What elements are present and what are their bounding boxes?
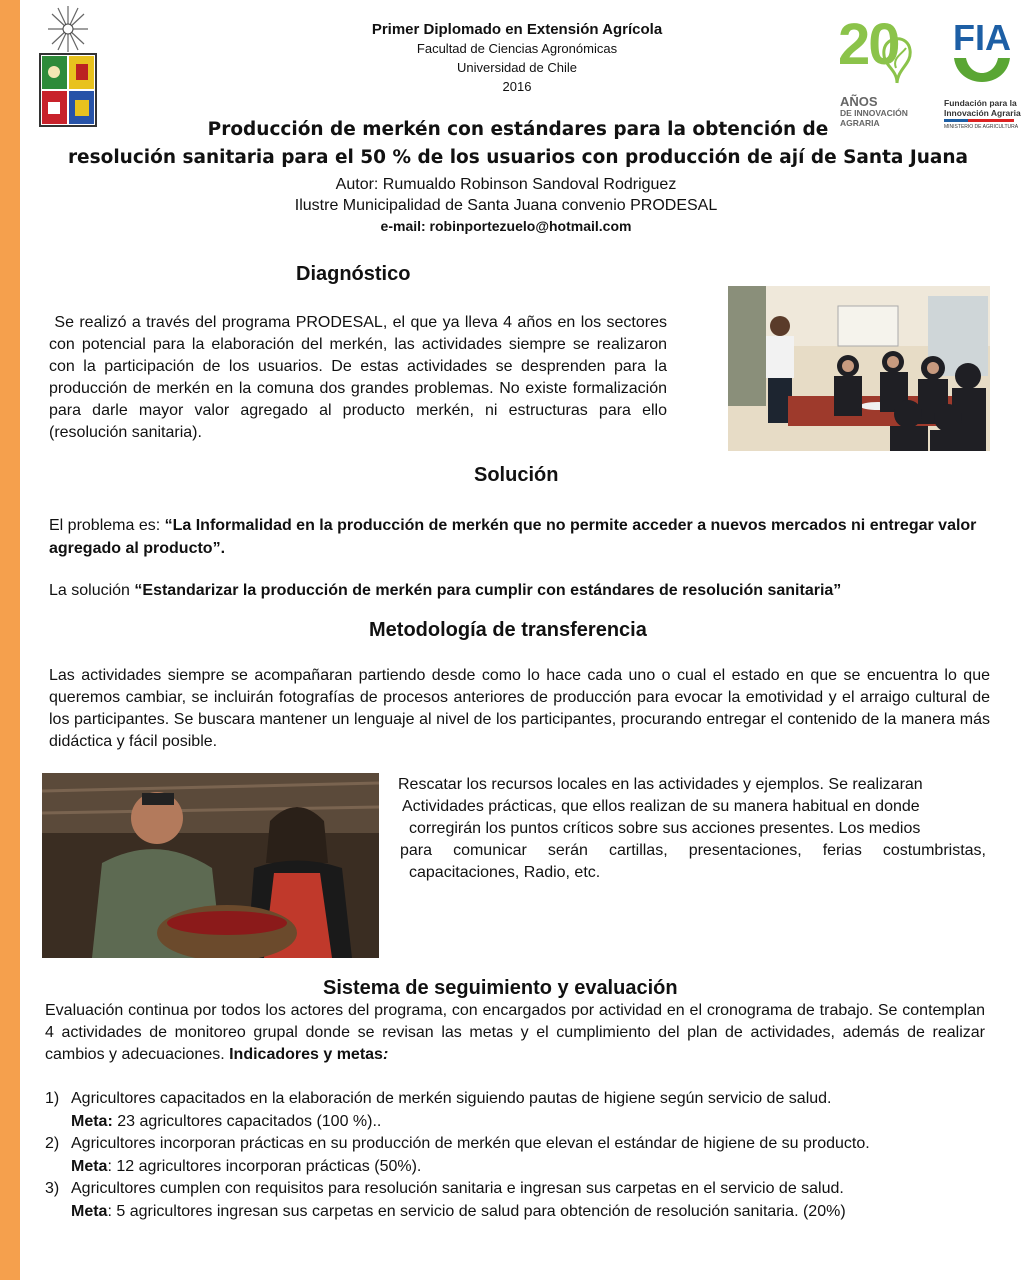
- anniversary-years-label: AÑOS: [840, 94, 878, 109]
- leaf-bulb-icon: [872, 28, 922, 88]
- problem-prefix: El problema es:: [49, 517, 165, 534]
- university-crest-logo: [34, 6, 102, 130]
- faculty-name: Facultad de Ciencias Agronómicas: [416, 41, 618, 56]
- year: 2016: [502, 79, 532, 94]
- title-line-1: Producción de merkén con estándares para la obtención de: [207, 119, 829, 140]
- anniversary-line-2: AGRARIA: [840, 118, 880, 128]
- meeting-photo: [728, 286, 990, 451]
- email: e-mail: robinportezuelo@hotmail.com: [380, 218, 632, 234]
- fia-letters: FIA: [953, 17, 1011, 58]
- metodologia-heading: Metodología de transferencia: [369, 619, 647, 641]
- university-name: Universidad de Chile: [457, 60, 577, 75]
- list-item: [45, 1178, 990, 1223]
- anniversary-number: 20: [838, 12, 899, 77]
- item-number: 3): [45, 1180, 60, 1197]
- fia-name-line-2: Innovación Agraria: [944, 108, 1021, 118]
- meta-text: 23 agricultores capacitados (100 %)..: [112, 1112, 382, 1130]
- fia-name-line-1: Fundación para la: [944, 98, 1017, 108]
- right-line-2: Actividades prácticas, que ellos realizan de su manera habitual en donde: [402, 798, 920, 815]
- institution: Ilustre Municipalidad de Santa Juana convenio PRODESAL: [294, 197, 718, 214]
- metodologia-text: Las actividades siempre se acompañaran partiendo desde como lo hace cada uno o cual el estado en que se encuentra lo que queremos cambiar, se incluirán fotografías de procesos anteriores de producción para evocar la emotividad y el arraigo cultural de los participantes. Se buscara mantener un lenguaje al nivel de los participantes, procurando entregar el contenido de la manera más didáctica y fácil posible.: [49, 667, 990, 750]
- meta-text: : 5 agricultores ingresan sus carpetas en servicio de salud para obtención de resolución sanitaria. (20%): [107, 1202, 846, 1220]
- seguimiento-body: Evaluación continua por todos los actores del programa, con encargados por actividad en el cronograma de trabajo. Se contemplan 4 actividades de monitoreo grupal donde se revisan las metas y el cumplimiento del plan de actividades, además de realizar cambios y adecuaciones.: [45, 1002, 985, 1063]
- indicators-colon: :: [382, 1046, 389, 1063]
- solution-prefix: La solución: [49, 582, 135, 599]
- fia-ministry: MINISTERIO DE AGRICULTURA: [944, 124, 1019, 130]
- anniversary-logo: [838, 12, 938, 130]
- solucion-heading: Solución: [474, 464, 559, 486]
- solution-statement: [49, 580, 979, 602]
- merken-producers-photo: [42, 773, 379, 958]
- item-number: 1): [45, 1090, 60, 1107]
- meta-label: Meta: [71, 1157, 108, 1175]
- problem-bold-text: “La Informalidad en la producción de merkén que no permite acceder a nuevos mercados ni entregar valor agregado al producto”.: [49, 517, 977, 557]
- right-line-3: corregirán los puntos críticos sobre sus acciones presentes. Los medios: [409, 820, 921, 837]
- author: Autor: Rumualdo Robinson Sandoval Rodriguez: [335, 176, 677, 193]
- seguimiento-text: [45, 1000, 985, 1066]
- item-text: Agricultores incorporan prácticas en su producción de merkén que elevan el estándar de higiene de su producto.: [71, 1135, 870, 1152]
- item-text: Agricultores cumplen con requisitos para resolución sanitaria e ingresan sus carpetas en el servicio de salud.: [71, 1180, 844, 1197]
- problem-statement: [49, 514, 979, 560]
- indicators-list: [45, 1088, 990, 1223]
- right-line-4: para comunicar serán cartillas, presentaciones, ferias costumbristas,: [400, 842, 986, 859]
- title-line-2: resolución sanitaria para el 50 % de los usuarios con producción de ají de Santa Juana: [67, 147, 969, 168]
- anniversary-line-1: DE INNOVACIÓN: [840, 108, 908, 118]
- list-item: [45, 1133, 990, 1178]
- item-number: 2): [45, 1135, 60, 1152]
- program-name: Primer Diplomado en Extensión Agrícola: [371, 21, 663, 38]
- solution-bold-text: “Estandarizar la producción de merkén para cumplir con estándares de resolución sanitaria”: [134, 582, 842, 599]
- right-line-5: capacitaciones, Radio, etc.: [409, 864, 601, 881]
- metodologia-right-text: [396, 774, 996, 884]
- meta-label: Meta: [71, 1202, 108, 1220]
- right-line-1: Rescatar los recursos locales en las actividades y ejemplos. Se realizaran: [398, 776, 923, 793]
- indicators-label: Indicadores y metas: [229, 1046, 383, 1063]
- meta-text: : 12 agricultores incorporan prácticas (50%).: [107, 1157, 422, 1175]
- diagnostico-text: Se realizó a través del programa PRODESAL, el que ya lleva 4 años en los sectores con potencial para la elaboración del merkén, las actividades siempre se realizaron con la participación de los usuarios. De estas actividades se desprenden para la producción de merkén en la comuna dos grandes problemas. No existe formalización para darle mayor valor agregado al producto merkén, ni estructuras para ello (resolución sanitaria).: [49, 314, 672, 441]
- orange-side-bar: [0, 0, 20, 1280]
- fia-leaf-icon: [952, 54, 1012, 94]
- list-item: [45, 1088, 990, 1133]
- item-text: Agricultores capacitados en la elaboración de merkén siguiendo pautas de higiene según servicio de salud.: [71, 1090, 832, 1107]
- diagnostico-heading: Diagnóstico: [296, 263, 411, 285]
- seguimiento-heading: Sistema de seguimiento y evaluación: [323, 977, 678, 999]
- meta-label: Meta:: [71, 1112, 113, 1130]
